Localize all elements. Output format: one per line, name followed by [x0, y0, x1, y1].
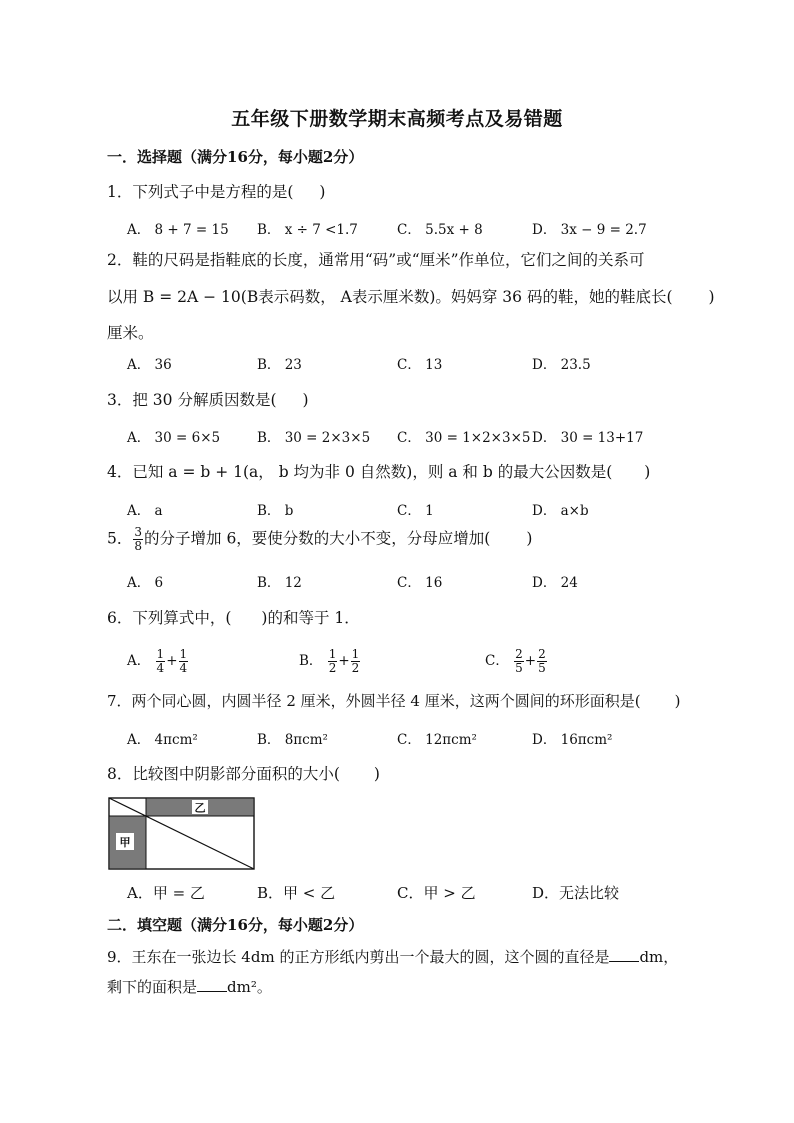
option-a[interactable]: A． 8 + 7 = 15 — [127, 222, 229, 238]
option-a[interactable]: A． a — [127, 503, 163, 519]
option-d[interactable]: D． 23.5 — [532, 357, 591, 373]
option-c[interactable]: C． 5.5x + 8 — [397, 222, 483, 238]
question-8: 8．比较图中阴影部分面积的大小( ) — [107, 765, 380, 783]
option-b[interactable]: B． $\frac{1}{2}$ + $\frac{1}{2}$ — [299, 647, 360, 676]
option-a[interactable]: A． 4πcm² — [127, 732, 198, 748]
option-d[interactable]: D． 3x − 9 = 2.7 — [532, 222, 647, 238]
option-c[interactable]: C．甲 > 乙 — [397, 884, 476, 902]
question-5-options — [127, 571, 687, 593]
option-b[interactable]: B． x ÷ 7 <1.7 — [257, 222, 358, 238]
option-c[interactable]: C． 16 — [397, 575, 443, 591]
option-d[interactable]: D． a×b — [532, 503, 589, 519]
question-4-options — [127, 499, 687, 521]
option-a[interactable]: A． 36 — [127, 357, 172, 373]
label-jia: 甲 — [119, 836, 131, 849]
question-9-line-1: 9．王东在一张边长 4dm 的正方形纸内剪出一个最大的圆，这个圆的直径是 dm， — [107, 948, 679, 966]
option-d[interactable]: D．无法比较 — [532, 884, 620, 902]
option-b[interactable]: B． 30 = 2×3×5 — [257, 430, 371, 446]
option-b[interactable]: B． 23 — [257, 357, 302, 373]
question-3-options — [127, 426, 687, 448]
option-d[interactable]: D． 30 = 13+17 — [532, 430, 644, 446]
option-b[interactable]: B． 8πcm² — [257, 732, 328, 748]
question-2-line-1: 2．鞋的尺码是指鞋底的长度，通常用“码”或“厘米”作单位，它们之间的关系可 — [107, 251, 645, 269]
option-a[interactable]: A． $\frac{1}{4}$ + $\frac{1}{4}$ — [127, 647, 188, 676]
page-title: 五年级下册数学期末高频考点及易错题 — [231, 108, 563, 130]
question-6: 6．下列算式中，( )的和等于 1． — [107, 609, 360, 627]
option-c[interactable]: C． 12πcm² — [397, 732, 477, 748]
option-a[interactable]: A． 30 = 6×5 — [127, 430, 221, 446]
option-c[interactable]: C． 1 — [397, 503, 434, 519]
label-yi: 乙 — [194, 801, 206, 815]
shaded-area-figure — [108, 797, 256, 871]
option-c[interactable]: C． $\frac{2}{5}$ + $\frac{2}{5}$ — [485, 647, 546, 676]
question-6-options — [127, 642, 687, 676]
question-5: 5． $\frac{3}{8}$ 的分子增加 6，要使分数的大小不变，分母应增加( ) — [107, 525, 533, 554]
option-d[interactable]: D． 24 — [532, 575, 578, 591]
answer-blank-diameter[interactable] — [609, 947, 639, 962]
option-d[interactable]: D． 16πcm² — [532, 732, 613, 748]
question-7-options — [127, 728, 687, 750]
option-b[interactable]: B． b — [257, 503, 294, 519]
question-2-line-2: 以用 B = 2A − 10(B表示码数， A表示厘米数)。妈妈穿 36 码的鞋，她的鞋底长( ) — [107, 288, 715, 306]
question-2-options — [127, 353, 687, 375]
option-b[interactable]: B． 12 — [257, 575, 302, 591]
question-9-line-2: 剩下的面积是 dm²。 — [107, 978, 272, 996]
answer-blank-remaining-area[interactable] — [197, 977, 227, 992]
question-4: 4．已知 a = b + 1(a， b 均为非 0 自然数)，则 a 和 b 的最大公因数是( ) — [107, 463, 651, 481]
question-7: 7．两个同心圆，内圆半径 2 厘米，外圆半径 4 厘米，这两个圆间的环形面积是( ) — [107, 692, 681, 710]
question-8-options — [127, 882, 687, 904]
question-3: 3．把 30 分解质因数是( ) — [107, 391, 309, 409]
section-heading-choice: 一．选择题（满分16分，每小题2分） — [107, 148, 364, 166]
section-heading-fill-in: 二．填空题（满分16分，每小题2分） — [107, 916, 364, 934]
option-b[interactable]: B．甲 < 乙 — [257, 884, 336, 902]
question-2-line-3: 厘米。 — [107, 324, 154, 342]
option-c[interactable]: C． 30 = 1×2×3×5 — [397, 430, 531, 446]
option-c[interactable]: C． 13 — [397, 357, 443, 373]
option-a[interactable]: A．甲 = 乙 — [127, 884, 205, 902]
fraction-three-eighths: $\frac{3}{8}$ — [134, 525, 143, 554]
option-a[interactable]: A． 6 — [127, 575, 164, 591]
question-1-options — [127, 218, 687, 240]
question-1: 1．下列式子中是方程的是( ) — [107, 183, 326, 201]
